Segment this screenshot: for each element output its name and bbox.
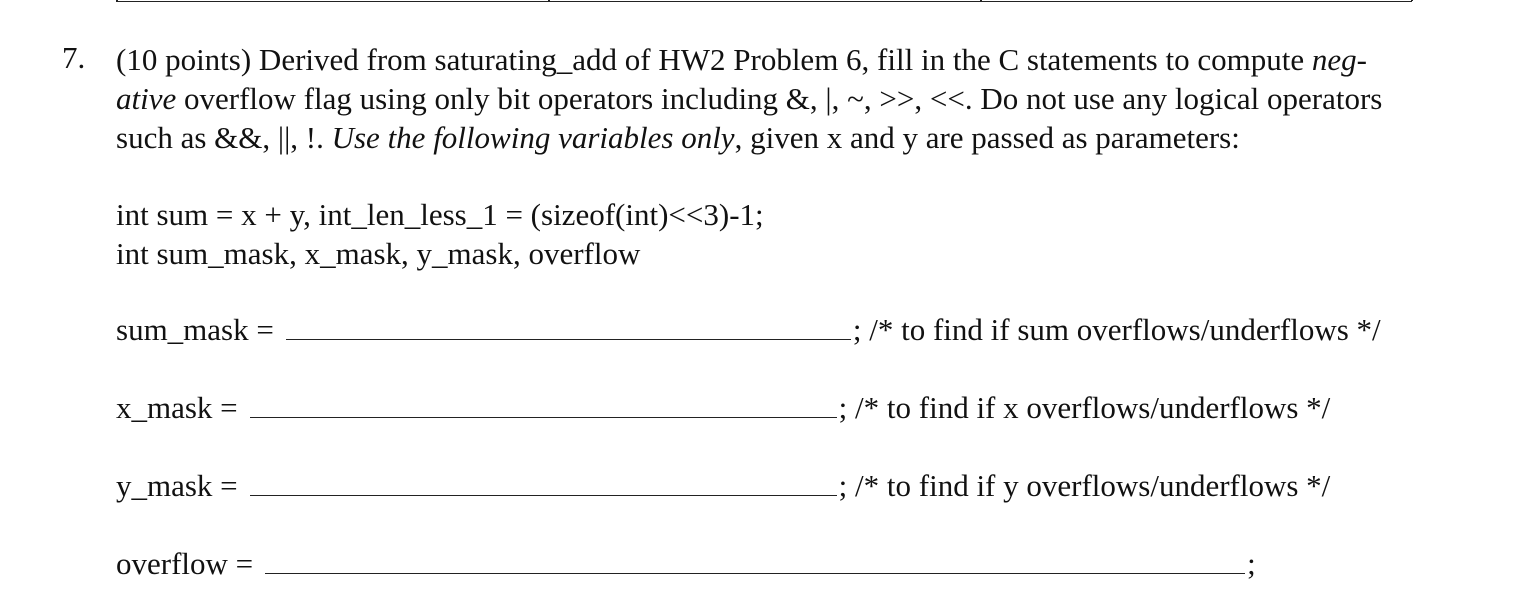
statement-line-1 xyxy=(116,40,1460,79)
fill-comment: ; /* to find if y overflows/underflows */ xyxy=(838,468,1331,503)
statement-line-1-text: (10 points) Derived from saturating_add of HW2 Problem 6, fill in the C statements to compute xyxy=(116,42,1305,77)
problem-number: 7. xyxy=(62,40,86,75)
statement-line-2-italic: ative xyxy=(116,81,177,116)
fill-row-x-mask xyxy=(116,390,1330,426)
statement-line-3-end: , given x and y are passed as parameters: xyxy=(734,120,1240,155)
statement-line-3 xyxy=(116,118,1460,157)
fill-row-sum-mask xyxy=(116,312,1381,348)
table-column-divider xyxy=(548,0,550,1)
fill-comment: ; /* to find if sum overflows/underflows */ xyxy=(852,312,1381,347)
fill-comment: ; /* to find if x overflows/underflows */ xyxy=(838,390,1331,425)
table-column-divider xyxy=(1411,0,1413,1)
answer-blank[interactable] xyxy=(265,551,1245,574)
fill-label: y_mask = xyxy=(116,468,238,503)
fill-row-overflow xyxy=(116,546,1256,582)
table-column-divider xyxy=(980,0,982,1)
fill-label: x_mask = xyxy=(116,390,238,425)
answer-blank[interactable] xyxy=(286,317,851,340)
statement-line-3-start: such as &&, ||, !. xyxy=(116,120,332,155)
statement-line-2 xyxy=(116,79,1460,118)
fill-row-y-mask xyxy=(116,468,1330,504)
table-column-divider xyxy=(116,0,118,1)
statement-line-3-italic: Use the following variables only xyxy=(331,120,735,155)
statement-line-1-hyphenated-word: neg- xyxy=(1311,42,1367,77)
answer-blank[interactable] xyxy=(250,473,837,496)
fill-label: overflow = xyxy=(116,546,254,581)
answer-blank[interactable] xyxy=(250,395,837,418)
fill-comment: ; xyxy=(1247,546,1256,581)
fill-label: sum_mask = xyxy=(116,312,274,347)
previous-table-bottom-border xyxy=(116,0,1412,2)
variable-declarations xyxy=(116,195,764,273)
declaration-line-1: int sum = x + y, int_len_less_1 = (sizeof(int)<<3)-1; xyxy=(116,197,764,232)
problem-statement xyxy=(116,40,1460,157)
declaration-line-2: int sum_mask, x_mask, y_mask, overflow xyxy=(116,236,641,271)
statement-line-2-text: overflow flag using only bit operators including &, |, ~, >>, <<. Do not use any logical operators xyxy=(176,81,1383,116)
